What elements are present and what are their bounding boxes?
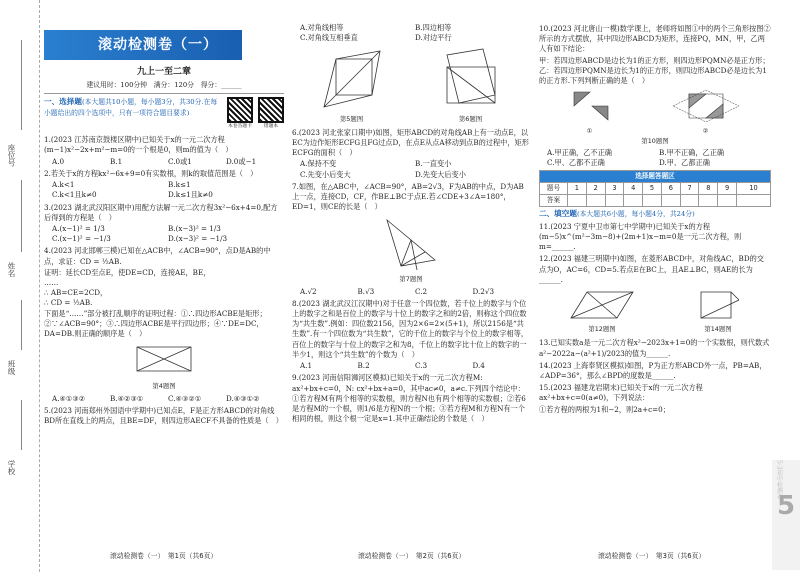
option: D.④③①② — [226, 393, 260, 403]
question-10-claim-a: 甲：若四边形ABCD是边长为1的正方形，则四边形PQMN必是正方形； — [539, 55, 770, 65]
question-12: 12.(2023 福建三明期中)如图，在菱形ABCD中，对角线AC，BD的交点为O，AC=6，CD=5.若点E在BC上，且AE⊥BC，则AE的长为______. — [539, 254, 764, 284]
qr-codes — [227, 97, 284, 131]
side-page-number: 5 — [777, 491, 796, 521]
figures-5-6 — [292, 45, 530, 125]
figure-sub-label: ① — [586, 127, 593, 136]
page1-footer: 滚动检测卷（一） 第1页（共6页） — [110, 552, 218, 560]
answer-cell[interactable] — [680, 195, 699, 207]
figure-caption: 第7题图 — [399, 275, 423, 284]
figure-12 — [567, 288, 637, 334]
question-2-options — [52, 180, 284, 200]
option: D.k≤1且k≠0 — [168, 190, 213, 200]
section-instructions: (本大题共6小题，每小题4分，共24分) — [576, 210, 695, 219]
answer-cell[interactable] — [568, 195, 587, 207]
exam-info: 建议用时：100分钟 满分：120分 得分：______ — [44, 81, 284, 95]
option: D.0或−1 — [226, 156, 257, 166]
answer-cell[interactable] — [605, 195, 624, 207]
figure-6 — [439, 47, 503, 123]
answer-cell[interactable] — [737, 195, 771, 207]
answer-grid-answer-row — [540, 195, 771, 207]
binding-strip — [0, 0, 40, 572]
side-tab — [772, 460, 800, 570]
section-title: 一、选择题 — [44, 97, 82, 107]
question-number: 6 — [661, 183, 680, 195]
qr-code-icon — [258, 97, 284, 123]
question-5-options — [300, 23, 530, 43]
question-8: 8.(2023 湖北武汉江汉期中)对于任意一个四位数，若千位上的数字与个位上的数字之和是百位上的数字与十位上的数字之和的2倍，则称这个四位数为“共生数”.例如：四位数2156，因为2×6=2×(5+1)，所以2156是“共生数”.有一个四位数为“共生数”，它的千位上的数字与个位上的数字相等，百位上的数字与十位上的数字之和为8，千位上的数字比十位上的数字的一半少1，则这个“共生数”的个数为（ ） — [292, 298, 529, 359]
option: C.2 — [415, 286, 428, 296]
question-number: 2 — [586, 183, 605, 195]
answer-cell[interactable] — [624, 195, 643, 207]
figure-caption: 第12题图 — [588, 325, 616, 334]
answer-cell[interactable] — [586, 195, 605, 207]
option: B.一直变小 — [415, 159, 452, 169]
question-3: 3.(2023 湖北武汉阳区期中)用配方法解一元二次方程3x²−6x+4=0,配方后得到的方程是（ ） — [44, 202, 278, 222]
question-9: 9.(2023 河南信阳浉河区模拟)已知关于x的一元二次方程M: ax²+bx+c=0，N: cx²+bx+a=0，其中ac≠0，a≠c.下列四个结论中：①若方程M有两个相等的实数根，则方程N也有两个相等的实数根；②若6是方程M的一个根，则1/6是方程N的一个根；③若方程M和方程N有一个相同的根，则这个根一定是x=1.其中正确结论的个数是（ ） — [292, 373, 526, 424]
figure-10-part-1 — [570, 88, 610, 136]
option: C.0或1 — [168, 156, 192, 166]
option: B.④②③① — [110, 393, 144, 403]
option: A.0 — [52, 156, 65, 166]
page-title: 滚动检测卷（一） — [44, 30, 242, 60]
qr-label: 错题本 — [263, 124, 279, 130]
question-number: 8 — [699, 183, 718, 195]
option: A.√2 — [300, 286, 317, 296]
page3-footer: 滚动检测卷（一） 第3页（共6页） — [598, 552, 706, 560]
question-number: 4 — [624, 183, 643, 195]
chapter-title: 九上一至二章 — [136, 67, 191, 77]
figure-caption: 第4题图 — [152, 382, 176, 391]
option: B.2 — [357, 361, 370, 371]
question-10-claim-b: 乙：若四边形PQMN是边长为1的正方形，则四边形ABCD必是边长为1的正方形.下列判断正确的是（ ） — [539, 65, 767, 86]
question-number: 3 — [605, 183, 624, 195]
answer-cell[interactable] — [699, 195, 718, 207]
school-line — [21, 400, 22, 450]
question-6-options — [300, 159, 530, 179]
question-8-options — [300, 361, 530, 371]
answer-grid-label: 题号 — [540, 183, 568, 195]
qr-code-icon — [227, 97, 253, 123]
option: D.4 — [472, 361, 485, 371]
figure-12-diagram — [567, 288, 637, 322]
qr-error-book[interactable] — [258, 97, 284, 131]
option: A.④①③② — [52, 393, 86, 403]
question-3-options — [52, 224, 284, 244]
figure-sub-label: ② — [702, 127, 709, 136]
option: B.√3 — [357, 286, 375, 296]
question-4-steps: 下面是“……”部分被打乱顺序的证明过程：①∴四边形ACBE是矩形；②∵∠ACB=90°；③∴四边形ACBE是平行四边形；④∵DE=DC，DA=DB.则正确的顺序是（ ） — [44, 308, 267, 339]
figures-12-14 — [539, 286, 771, 336]
section-instructions: (本大题共10小题，每小题3分，共30分.在每小题给出的四个选项中，只有一项符合题目要求) — [44, 98, 218, 118]
answer-cell[interactable] — [661, 195, 680, 207]
question-1: 1.(2023 江苏南京鼓楼区期中)已知关于x的一元二次方程(m−1)x²−2x+m²−m=0的一个根是0，则m的值为（ ） — [44, 135, 233, 155]
option: A.(x−1)² = 1/3 — [52, 223, 105, 233]
figure-10-part-2 — [671, 88, 741, 136]
answer-cell[interactable] — [718, 195, 737, 207]
figure-10-1-diagram — [570, 88, 610, 124]
question-4-proof: 证明：延长CD至点E，使DE=CD，连接AE，BE， — [44, 267, 211, 277]
option: B.k≤1 — [168, 180, 191, 190]
option: A.1 — [300, 361, 313, 371]
question-4-options — [52, 394, 284, 404]
option: B.甲不正确，乙正确 — [659, 147, 725, 157]
school-label: 学校 — [7, 460, 16, 475]
option: D.2√3 — [472, 286, 495, 296]
question-15-statement-1: ①若方程的两根为1和−2，则2a+c=0； — [539, 404, 670, 414]
page1-column — [44, 62, 284, 532]
question-15: 15.(2023 福建龙岩期末)已知关于x的一元二次方程ax²+bx+c=0(a≠0)，下列说法： — [539, 383, 703, 403]
figure-caption: 第10题图 — [641, 136, 669, 145]
option: A.保持不变 — [300, 159, 337, 169]
answer-cell[interactable] — [643, 195, 662, 207]
question-5: 5.(2023 河南郑州外国语中学期中)已知点E，F是正方形ABCD的对角线BD所在直线上的两点，且BE=DF，则四边形AECF不具备的性质是（ ） — [44, 405, 283, 425]
name-label: 姓名 — [7, 262, 16, 277]
figure-caption: 第6题图 — [458, 114, 483, 123]
question-2: 2.若关于x的方程kx²−6x+9=0有实数根，则k的取值范围是（ ） — [44, 168, 258, 178]
figure-14 — [693, 288, 743, 334]
option: C.3 — [415, 361, 428, 371]
option: C.(x−1)² = −1/3 — [52, 234, 111, 244]
figure-5 — [320, 47, 384, 123]
option: D.甲、乙都正确 — [659, 157, 710, 167]
question-number: 5 — [643, 183, 662, 195]
option: B.四边相等 — [415, 23, 452, 32]
qr-label: 本卷答题卡 — [228, 124, 252, 130]
question-14: 14.(2023 上海奉贤区模拟)如图，P为正方形ABCD外一点，PB=AB，∠ADP=36°，那么∠BPD的度数是______. — [539, 360, 767, 380]
figure-5-diagram — [320, 47, 384, 111]
question-number: 1 — [568, 183, 587, 195]
option: C.k<1且k≠0 — [52, 190, 97, 200]
option: C.④③②① — [168, 393, 202, 403]
question-11: 11.(2023 宁夏中卫市第七中学期中)已知关于x的方程(m−5)x^(m²−3m−8)+(2m+1)x−m=0是一元二次方程，则m=______. — [539, 221, 742, 252]
option: A.对角线相等 — [300, 23, 344, 32]
seat-label: 座位号 — [7, 144, 16, 167]
option: B.1 — [110, 156, 123, 166]
question-10: 10.(2023 河北唐山一模)数学课上，老师将如图①中的两个三角形按图②所示的方式摆放，其中四边形ABCD为矩形，连接PQ，MN，甲，乙两人有如下结论： — [539, 24, 771, 54]
option: C.对角线互相垂直 — [300, 33, 358, 43]
option: B.(x−3)² = 1/3 — [168, 223, 221, 233]
figure-10-2-diagram — [671, 88, 741, 124]
figure-10-row — [539, 88, 771, 136]
figure-4-diagram — [129, 341, 199, 379]
option: A.甲正确，乙不正确 — [547, 147, 612, 157]
question-6: 6.(2023 河北张家口期中)如图，矩形ABCD的对角线AB上有一动点E，以EC为边作矩形ECFG且FG过点D，在点E从点A移动到点B的过程中，矩形ECFG的面积（ ） — [292, 127, 529, 158]
option: D.(x−3)² = −1/3 — [168, 234, 228, 244]
figure-14-diagram — [693, 288, 743, 322]
question-13: 13.已知实数a是一元二次方程x²−2023x+1=0的一个实数根，则代数式a²−2022a−(a²+1)/2023的值为______. — [539, 338, 770, 358]
figure-7-diagram — [381, 214, 441, 272]
option: D.对边平行 — [415, 33, 452, 43]
figure-6-diagram — [439, 47, 503, 111]
figure-caption: 第5题图 — [339, 114, 364, 123]
side-brand-text: 5·3初中检测卷 — [775, 460, 783, 500]
question-7-options — [300, 287, 530, 297]
figure-caption: 第14题图 — [704, 325, 732, 334]
name-line — [21, 180, 22, 252]
page3-column — [539, 22, 771, 542]
question-4-step: ∴ AB=CE=2CD， — [44, 288, 108, 298]
figure-4 — [44, 341, 284, 391]
class-line — [21, 300, 22, 350]
question-1-options — [52, 157, 284, 167]
answer-grid-label: 答案 — [540, 195, 568, 207]
section-2-heading — [539, 209, 771, 220]
question-4-step: …… — [44, 278, 59, 288]
section-title: 二、填空题 — [539, 209, 577, 219]
question-10-options — [547, 148, 771, 168]
option: A.k<1 — [52, 180, 75, 190]
page2-column — [292, 22, 530, 542]
question-4: 4.(2023 河北邯郸三模)已知在△ACB中，∠ACB=90°，点D是AB的中点，求证：CD = ½AB. — [44, 246, 271, 266]
option: D.先变大后变小 — [415, 169, 466, 179]
figure-10 — [539, 88, 771, 145]
figure-7 — [292, 214, 530, 284]
option: C.先变小后变大 — [300, 169, 351, 179]
answer-grid — [539, 170, 771, 207]
class-label: 班级 — [7, 360, 16, 375]
page2-footer: 滚动检测卷（一） 第2页（共6页） — [358, 552, 466, 560]
answer-grid-title: 选择题答题区 — [540, 171, 771, 183]
question-number: 9 — [718, 183, 737, 195]
seat-line — [21, 40, 22, 130]
option: C.甲、乙都不正确 — [547, 157, 605, 167]
answer-grid-number-row — [540, 183, 771, 195]
qr-answer-sheet[interactable] — [227, 97, 253, 131]
question-7: 7.如图，在△ABC中，∠ACB=90°，AB=2√3，F为AB的中点，D为AB上一点，连接CD，CF，作BE⊥BC于点E.若∠CDE+3∠A=180°，ED=1，则CE的长是（ ） — [292, 181, 524, 212]
question-4-step: ∴ CD = ½AB. — [44, 298, 93, 308]
question-number: 10 — [737, 183, 771, 195]
question-number: 7 — [680, 183, 699, 195]
